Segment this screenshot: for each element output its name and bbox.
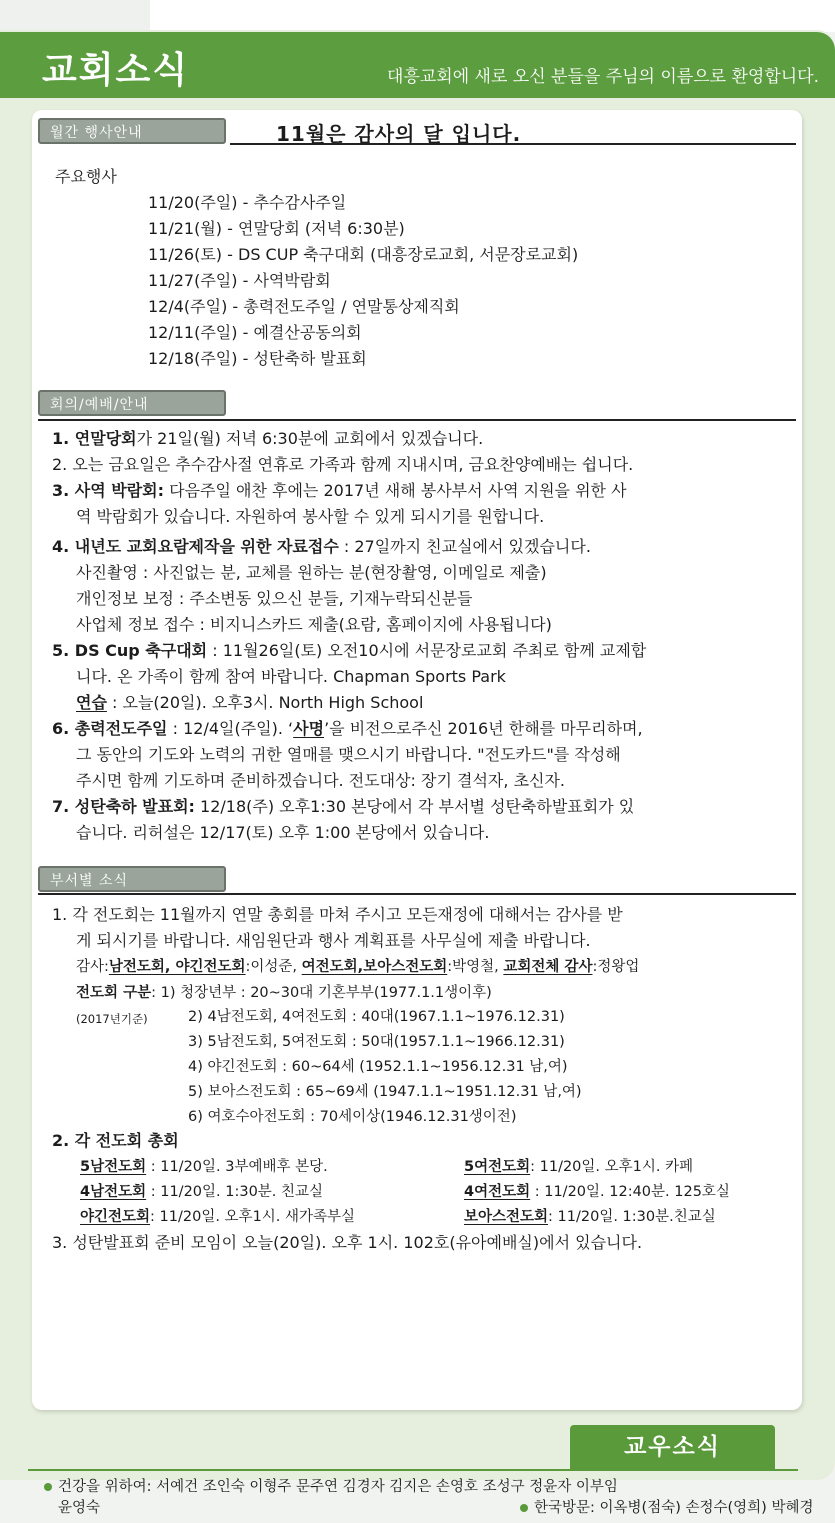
alumni-news-tab: 교우소식 bbox=[570, 1425, 775, 1469]
division-year: (2017년기준) bbox=[76, 1012, 148, 1026]
assembly-name: 4여전도회 bbox=[464, 1184, 531, 1200]
division-label: 전도회 구분 bbox=[76, 985, 152, 1001]
dept-item-3: 3. 성탄발표회 준비 모임이 오늘(20일). 오후 1시. 102호(유아예배실)에서 있습니다. bbox=[52, 1233, 643, 1252]
assembly-info: : 11/20일. 오후1시. 카페 bbox=[530, 1159, 694, 1175]
meeting-item-5-cont: 니다. 온 가족이 함께 참여 바랍니다. Chapman Sports Park bbox=[76, 667, 506, 686]
audit-name: :박영철, bbox=[447, 959, 504, 975]
item-heading: 1. 연말당회 bbox=[52, 429, 137, 448]
event-item: 12/4(주일) - 총력전도주일 / 연말통상제직회 bbox=[148, 297, 460, 316]
meeting-item-4a: 사진촬영 : 사진없는 분, 교체를 원하는 분(현장촬영, 이메일로 제출) bbox=[76, 563, 547, 582]
practice-label: 연습 bbox=[76, 693, 107, 712]
division-item: : 1) 청장년부 : 20~30대 기혼부부(1977.1.1생이후) bbox=[151, 985, 492, 1001]
visit-line bbox=[520, 1497, 813, 1519]
assembly-row bbox=[80, 1206, 355, 1228]
meeting-item-3 bbox=[52, 480, 627, 502]
section-rule bbox=[38, 893, 796, 895]
meeting-item-1 bbox=[52, 428, 483, 450]
dept-item-2: 2. 각 전도회 총회 bbox=[52, 1131, 179, 1150]
dept-item-1-cont: 게 되시기를 바랍니다. 새임원단과 행사 계획표를 사무실에 제출 바랍니다. bbox=[76, 931, 591, 950]
item-heading: 7. 성탄축하 발표회: bbox=[52, 797, 195, 816]
item-heading: 3. 사역 박람회: bbox=[52, 481, 165, 500]
main-events-label: 주요행사 bbox=[55, 167, 117, 186]
bullet-icon bbox=[520, 1504, 528, 1512]
item-text: 12/18(주) 오후1:30 본당에서 각 부서별 성탄축하발표회가 있 bbox=[194, 797, 635, 816]
meeting-item-3-cont: 역 박람회가 있습니다. 자원하여 봉사할 수 있게 되시기를 원합니다. bbox=[76, 507, 545, 526]
item-heading: 5. DS Cup 축구대회 bbox=[52, 641, 208, 660]
event-item: 11/21(월) - 연말당회 (저녁 6:30분) bbox=[148, 219, 405, 238]
event-item: 12/18(주일) - 성탄축하 발표회 bbox=[148, 349, 367, 368]
visit-label: 한국방문: bbox=[534, 1500, 595, 1516]
top-strip-shade bbox=[0, 0, 150, 32]
audit-group: 여전도회,보아스전도회 bbox=[301, 959, 448, 975]
health-label: 건강을 위하여: bbox=[58, 1479, 152, 1495]
health-line bbox=[44, 1476, 618, 1498]
event-item: 12/11(주일) - 예결산공동의회 bbox=[148, 323, 362, 342]
bullet-icon bbox=[44, 1483, 52, 1491]
assembly-row bbox=[464, 1156, 693, 1178]
item-text: 다음주일 애찬 후에는 2017년 새해 봉사부서 사역 지원을 위한 사 bbox=[164, 481, 627, 500]
visit-names: 이옥병(점숙) 손정수(영희) 박혜경 bbox=[594, 1500, 814, 1516]
assembly-row bbox=[464, 1206, 716, 1228]
audit-line bbox=[76, 956, 639, 978]
health-line-cont: 윤영숙 bbox=[58, 1500, 101, 1516]
audit-name: :정왕업 bbox=[592, 959, 640, 975]
section-tag-monthly: 월간 행사안내 bbox=[38, 118, 226, 144]
item-heading: 6. 총력전도주일 bbox=[52, 719, 168, 738]
section-tag-dept: 부서별 소식 bbox=[38, 866, 226, 892]
item-text: 가 21일(월) 저녁 6:30분에 교회에서 있겠습니다. bbox=[136, 429, 484, 448]
audit-label: 감사: bbox=[76, 959, 109, 975]
meeting-item-7-cont: 습니다. 리허설은 12/17(토) 오후 1:00 본당에서 있습니다. bbox=[76, 823, 490, 842]
audit-group: 교회전체 감사 bbox=[503, 959, 593, 975]
section-rule bbox=[38, 419, 796, 421]
item-heading: 4. 내년도 교회요람제작을 위한 자료접수 bbox=[52, 537, 339, 556]
event-item: 11/26(토) - DS CUP 축구대회 (대흥장로교회, 서문장로교회) bbox=[148, 245, 579, 264]
assembly-name: 5남전도회 bbox=[80, 1159, 147, 1175]
alumni-rule bbox=[28, 1469, 798, 1471]
event-item: 11/20(주일) - 추수감사주일 bbox=[148, 193, 347, 212]
assembly-info: : 11/20일. 1:30분. 친교실 bbox=[146, 1184, 324, 1200]
division-item: 3) 5남전도회, 5여전도회 : 50대(1957.1.1~1966.12.31) bbox=[188, 1034, 565, 1050]
assembly-name: 보아스전도회 bbox=[464, 1209, 549, 1225]
section-tag-meeting: 회의/예배/안내 bbox=[38, 390, 226, 416]
division-item: 4) 야긴전도회 : 60~64세 (1952.1.1~1956.12.31 남,여) bbox=[188, 1059, 568, 1075]
dept-item-1: 1. 각 전도회는 11월까지 연말 총회를 마쳐 주시고 모든재정에 대해서는 감사를 받 bbox=[52, 905, 623, 924]
assembly-info: : 11/20일. 오후1시. 새가족부실 bbox=[150, 1209, 356, 1225]
meeting-item-2: 2. 오는 금요일은 추수감사절 연휴로 가족과 함께 지내시며, 금요찬양예배는 쉽니다. bbox=[52, 455, 634, 474]
mission-word: 사명 bbox=[293, 719, 325, 738]
assembly-name: 야긴전도회 bbox=[80, 1209, 151, 1225]
assembly-name: 5여전도회 bbox=[464, 1159, 531, 1175]
assembly-info: : 11/20일. 12:40분. 125호실 bbox=[530, 1184, 730, 1200]
event-item: 11/27(주일) - 사역박람회 bbox=[148, 271, 331, 290]
practice-text: : 오늘(20일). 오후3시. North High School bbox=[106, 693, 424, 712]
meeting-item-6 bbox=[52, 718, 643, 740]
page-title: 교회소식 bbox=[42, 50, 190, 91]
item-text: : 27일까지 친교실에서 있겠습니다. bbox=[338, 537, 591, 556]
item-text: ’을 비전으로주신 2016년 한해를 마무리하며, bbox=[324, 719, 643, 738]
meeting-item-4 bbox=[52, 536, 591, 558]
assembly-row bbox=[80, 1181, 323, 1203]
assembly-info: : 11/20일. 1:30분.친교실 bbox=[548, 1209, 716, 1225]
assembly-info: : 11/20일. 3부예배후 본당. bbox=[146, 1159, 328, 1175]
meeting-item-7 bbox=[52, 796, 634, 818]
item-text: : 11월26일(토) 오전10시에 서문장로교회 주최로 함께 교제합 bbox=[207, 641, 647, 660]
top-strip bbox=[0, 0, 835, 32]
meeting-item-4c: 사업체 정보 접수 : 비지니스카드 제출(요람, 홈페이지에 사용됩니다) bbox=[76, 615, 552, 634]
meeting-item-5 bbox=[52, 640, 646, 662]
division-item: 2) 4남전도회, 4여전도회 : 40대(1967.1.1~1976.12.31) bbox=[188, 1009, 565, 1025]
monthly-headline: 11월은 감사의 달 입니다. bbox=[276, 122, 522, 146]
assembly-row bbox=[80, 1156, 328, 1178]
meeting-item-6-cont: 그 동안의 기도와 노력의 귀한 열매를 맺으시기 바랍니다. "전도카드"를 작성해 bbox=[76, 745, 621, 764]
assembly-name: 4남전도회 bbox=[80, 1184, 147, 1200]
health-names: 서예건 조인숙 이형주 문주연 김경자 김지은 손영호 조성구 정윤자 이부임 bbox=[151, 1479, 618, 1495]
audit-group: 남전도회, 야긴전도회 bbox=[108, 959, 246, 975]
assembly-row bbox=[464, 1181, 730, 1203]
division-item: 6) 여호수아전도회 : 70세이상(1946.12.31생이전) bbox=[188, 1109, 517, 1125]
meeting-item-6-cont: 주시면 함께 기도하며 준비하겠습니다. 전도대상: 장기 결석자, 초신자. bbox=[76, 771, 566, 790]
item-text: : 12/4일(주일). ‘ bbox=[167, 719, 294, 738]
page-subtitle: 대흥교회에 새로 오신 분들을 주님의 이름으로 환영합니다. bbox=[387, 67, 819, 87]
meeting-item-5-practice bbox=[76, 692, 423, 714]
division-line bbox=[76, 982, 492, 1004]
audit-name: :이성준, bbox=[245, 959, 302, 975]
meeting-item-4b: 개인정보 보정 : 주소변동 있으신 분들, 기재누락되신분들 bbox=[76, 589, 473, 608]
division-item: 5) 보아스전도회 : 65~69세 (1947.1.1~1951.12.31 남,여) bbox=[188, 1084, 582, 1100]
